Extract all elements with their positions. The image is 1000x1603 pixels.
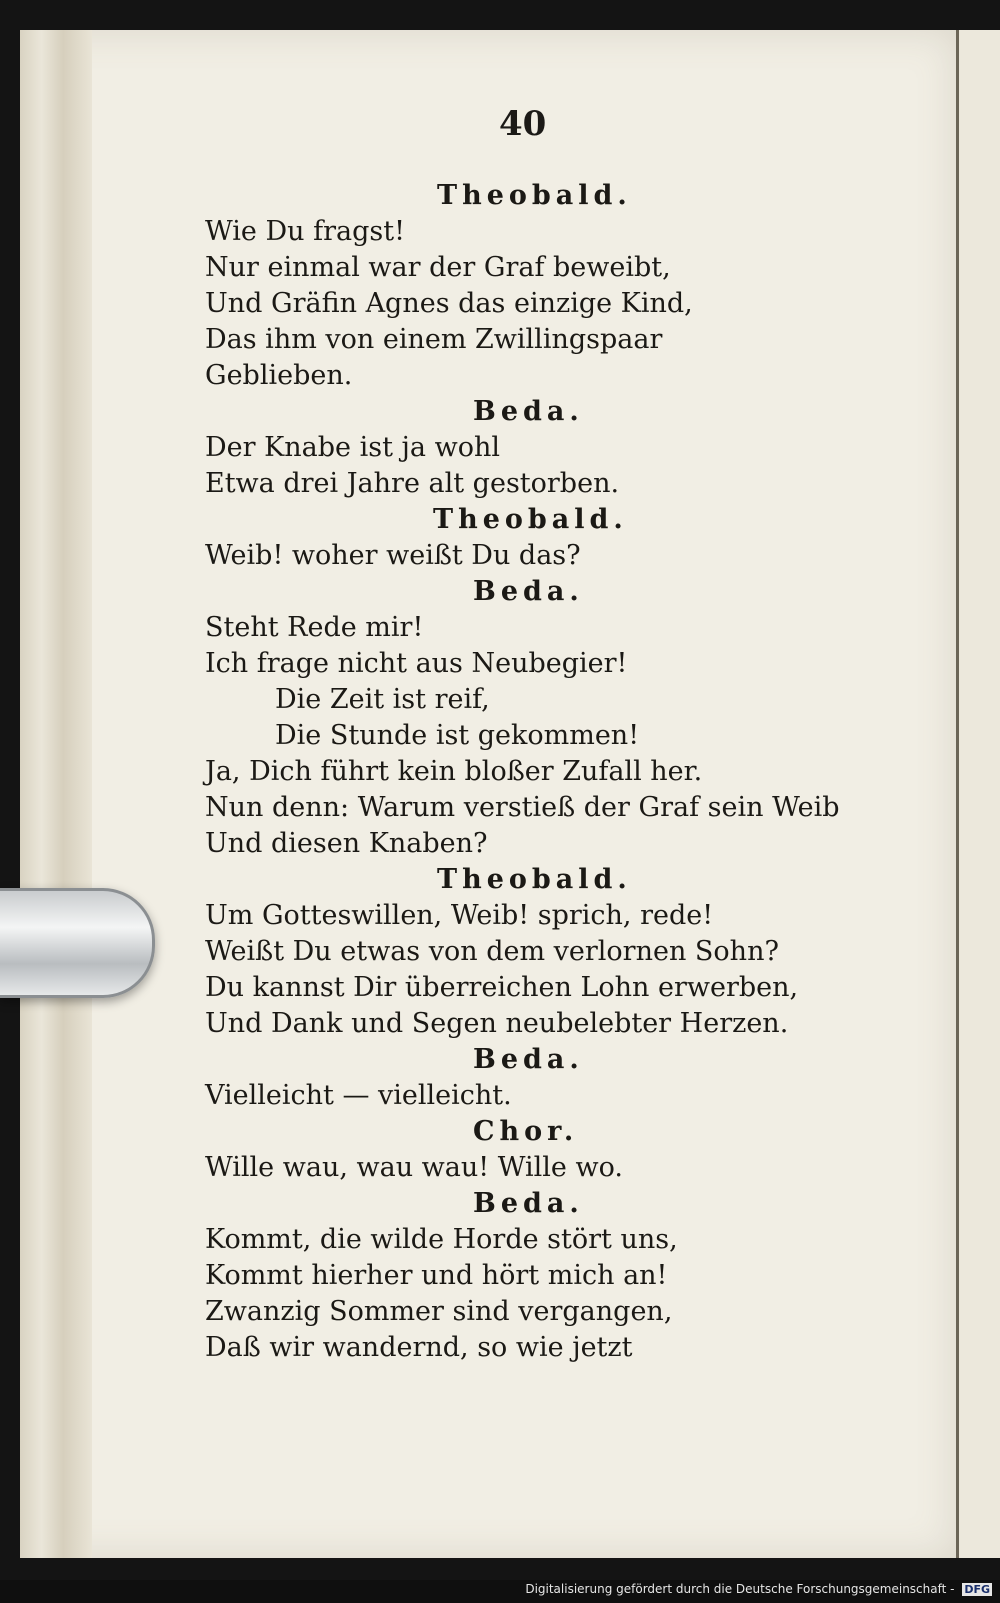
speaker-name: Theobald. [433, 504, 628, 535]
page-number: 40 [499, 104, 547, 144]
verse-line: Weib! woher weißt Du das? [205, 540, 581, 571]
verse-line: Ja, Dich führt kein bloßer Zufall her. [205, 756, 703, 787]
speaker-name: Beda. [473, 1044, 584, 1075]
speaker-name: Beda. [473, 396, 584, 427]
speaker-name: Theobald. [437, 864, 632, 895]
verse-line: Vielleicht — vielleicht. [205, 1080, 512, 1111]
verse-line: Geblieben. [205, 360, 353, 391]
page-clip [0, 888, 155, 998]
verse-line: Das ihm von einem Zwillingspaar [205, 324, 663, 355]
verse-line: Weißt Du etwas von dem verlornen Sohn? [205, 936, 779, 967]
verse-line: Steht Rede mir! [205, 612, 424, 643]
verse-line: Du kannst Dir überreichen Lohn erwerben, [205, 972, 799, 1003]
verse-line: Etwa drei Jahre alt gestorben. [205, 468, 620, 499]
dfg-logo-icon: DFG [964, 1583, 990, 1596]
verse-line: Die Stunde ist gekommen! [275, 720, 640, 751]
verse-line: Und diesen Knaben? [205, 828, 488, 859]
page-edges [20, 30, 92, 1558]
verse-line: Wille wau, wau wau! Wille wo. [205, 1152, 623, 1183]
footer-text: Digitalisierung gefördert durch die Deutsche Forschungsgemeinschaft - [525, 1582, 955, 1596]
verse-line: Nur einmal war der Graf beweibt, [205, 252, 671, 283]
verse-line: Kommt hierher und hört mich an! [205, 1260, 668, 1291]
speaker-name: Chor. [473, 1116, 579, 1147]
next-page-edge [956, 30, 1000, 1558]
verse-line: Daß wir wandernd, so wie jetzt [205, 1332, 633, 1363]
verse-line: Und Dank und Segen neubelebter Herzen. [205, 1008, 789, 1039]
text-block [205, 178, 855, 1366]
verse-line: Die Zeit ist reif, [275, 684, 490, 715]
verse-line: Kommt, die wilde Horde stört uns, [205, 1224, 678, 1255]
footer [525, 1582, 992, 1596]
verse-line: Und Gräfin Agnes das einzige Kind, [205, 288, 693, 319]
verse-line: Nun denn: Warum verstieß der Graf sein Weib [205, 792, 840, 823]
speaker-name: Theobald. [437, 180, 632, 211]
speaker-name: Beda. [473, 576, 584, 607]
verse-line: Um Gotteswillen, Weib! sprich, rede! [205, 900, 714, 931]
verse-line: Ich frage nicht aus Neubegier! [205, 648, 628, 679]
speaker-name: Beda. [473, 1188, 584, 1219]
verse-line: Der Knabe ist ja wohl [205, 432, 500, 463]
verse-line: Wie Du fragst! [205, 216, 405, 247]
verse-line: Zwanzig Sommer sind vergangen, [205, 1296, 673, 1327]
